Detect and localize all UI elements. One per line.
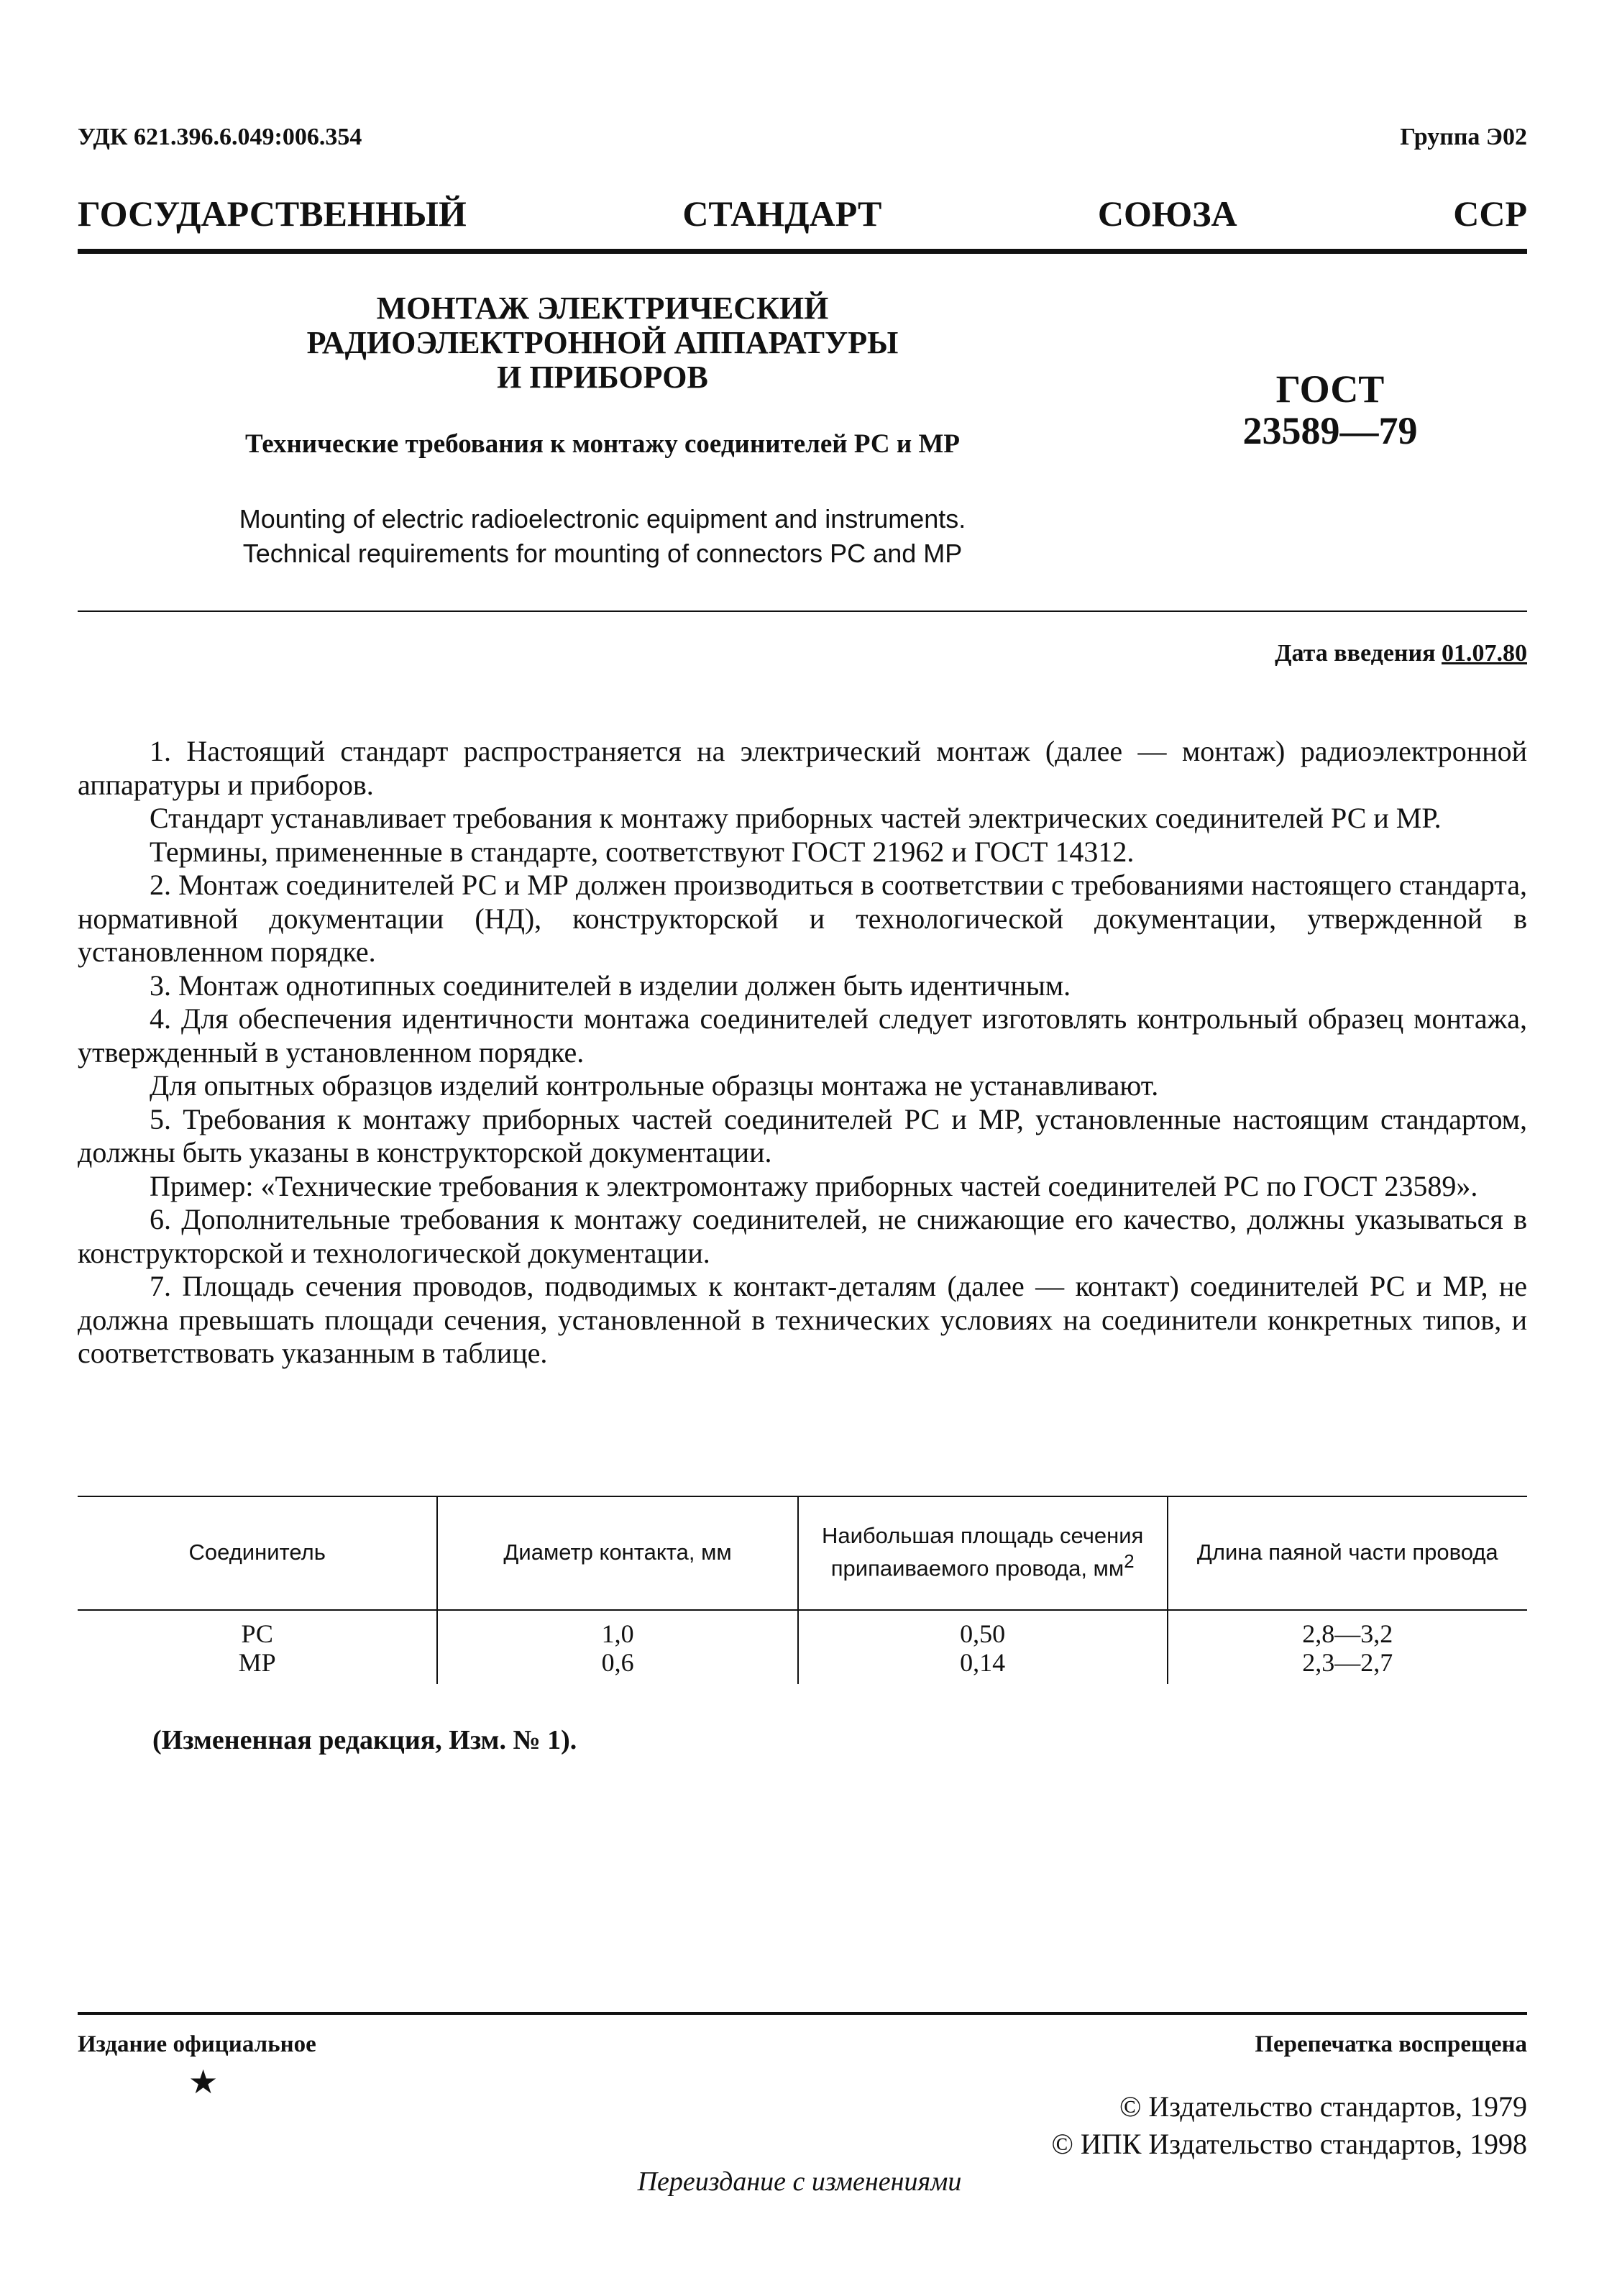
document-subtitle: Технические требования к монтажу соединителей РС и МР: [245, 429, 960, 459]
header-connector: Соединитель: [188, 1540, 326, 1565]
header-length: Длина паяной части провода: [1168, 1497, 1527, 1608]
star-icon: ★: [188, 2064, 219, 2100]
english-title: [78, 502, 1127, 571]
cell-connector: [78, 1608, 437, 1684]
cell-value: 0,50: [960, 1619, 1006, 1648]
udk-code: УДК 621.396.6.049:006.354: [78, 124, 362, 150]
gost-designation: [1222, 368, 1438, 452]
gost-label: ГОСТ: [1275, 367, 1385, 411]
paragraph: Пример: «Технические требования к электромонтажу приборных частей соединителей РС по ГОСТ 23589».: [150, 1169, 1478, 1202]
paragraph: 4. Для обеспечения идентичности монтажа соединителей следует изготовлять контрольный образец монтажа, утвержденный в установленном порядке.: [78, 1002, 1527, 1069]
english-title-line: Mounting of electric radioelectronic equipment and instruments.: [239, 504, 966, 534]
cell-value: 0,6: [601, 1648, 634, 1677]
paragraph: Стандарт устанавливает требования к монтажу приборных частей электрических соединителей РС и МР.: [150, 802, 1442, 834]
gov-heading-word: СТАНДАРТ: [682, 193, 882, 234]
title-line: РАДИОЭЛЕКТРОННОЙ АППАРАТУРЫ: [306, 325, 899, 360]
group-code: Группа Э02: [1400, 124, 1527, 150]
cell-area: [798, 1608, 1168, 1684]
header-area-text: Наибольшая площадь сечения припаиваемого провода, мм: [821, 1523, 1144, 1581]
cell-length: [1168, 1608, 1527, 1684]
date-value: 01.07.80: [1442, 640, 1527, 667]
cell-value: 2,3—2,7: [1302, 1648, 1393, 1677]
title-line: И ПРИБОРОВ: [497, 360, 708, 395]
cell-diameter: [437, 1608, 797, 1684]
english-title-line: Technical requirements for mounting of connectors PC and MP: [242, 539, 963, 568]
copyright-1979: © Издательство стандартов, 1979: [1119, 2090, 1527, 2123]
introduction-date: [1275, 640, 1527, 667]
cell-value: 2,8—3,2: [1302, 1619, 1393, 1648]
paragraph: Термины, примененные в стандарте, соответствуют ГОСТ 21962 и ГОСТ 14312.: [150, 835, 1135, 868]
cell-value: РС: [241, 1619, 273, 1648]
contacts-table: [78, 1497, 1527, 1684]
paragraph: 1. Настоящий стандарт распространяется на электрический монтаж (далее — монтаж) радиоэлектронной аппаратуры и приборов.: [78, 735, 1527, 801]
title-divider: [78, 610, 1527, 612]
paragraph: 6. Дополнительные требования к монтажу соединителей, не снижающие его качество, должны указываться в конструкторской и технологической документации.: [78, 1203, 1527, 1269]
gov-heading-word: ГОСУДАРСТВЕННЫЙ: [78, 193, 467, 234]
header-area: [798, 1497, 1168, 1608]
title-line: МОНТАЖ ЭЛЕКТРИЧЕСКИЙ: [376, 291, 829, 326]
table-header-row: [78, 1497, 1527, 1608]
gov-standard-heading: [78, 193, 1527, 234]
reissue-note: Переиздание с изменениями: [637, 2167, 962, 2197]
paragraph: Для опытных образцов изделий контрольные образцы монтажа не устанавливают.: [150, 1069, 1159, 1102]
header-area-sup: 2: [1124, 1552, 1135, 1573]
body-text: [78, 735, 1527, 1371]
reprint-prohibited: Перепечатка воспрещена: [1255, 2031, 1527, 2057]
cell-value: 0,14: [960, 1648, 1006, 1677]
top-divider: [78, 249, 1527, 254]
paragraph: 3. Монтаж однотипных соединителей в изделии должен быть идентичным.: [150, 969, 1071, 1002]
copyright-1998: © ИПК Издательство стандартов, 1998: [1051, 2128, 1527, 2160]
paragraph: 7. Площадь сечения проводов, подводимых к контакт-деталям (далее — контакт) соединителей РС и МР, не должна превышать площади сечения, установленной в технических условиях на соединители конкретных типов, и соответствовать указанным в таблице.: [78, 1270, 1527, 1369]
amendment-note: (Измененная редакция, Изм. № 1).: [152, 1725, 577, 1755]
gov-heading-word: ССР: [1453, 193, 1527, 234]
gost-number: 23589—79: [1242, 409, 1418, 452]
gov-heading-word: СОЮЗА: [1097, 193, 1237, 234]
header-diameter: Диаметр контакта, мм: [437, 1497, 797, 1608]
footer-divider: [78, 2012, 1527, 2015]
document-title: [78, 291, 1127, 395]
official-edition: Издание официальное: [78, 2031, 316, 2057]
table-row: [78, 1608, 1527, 1684]
cell-value: МР: [238, 1648, 276, 1677]
paragraph: 5. Требования к монтажу приборных частей соединителей РС и МР, установленные настоящим стандартом, должны быть указаны в конструкторской документации.: [78, 1102, 1527, 1168]
cell-value: 1,0: [601, 1619, 634, 1648]
date-label: Дата введения: [1275, 640, 1436, 667]
paragraph: 2. Монтаж соединителей РС и МР должен производиться в соответствии с требованиями настоящего стандарта, нормативной документации (НД), конструкторской и технологической документации, утвержденной в установленном порядке.: [78, 869, 1527, 968]
